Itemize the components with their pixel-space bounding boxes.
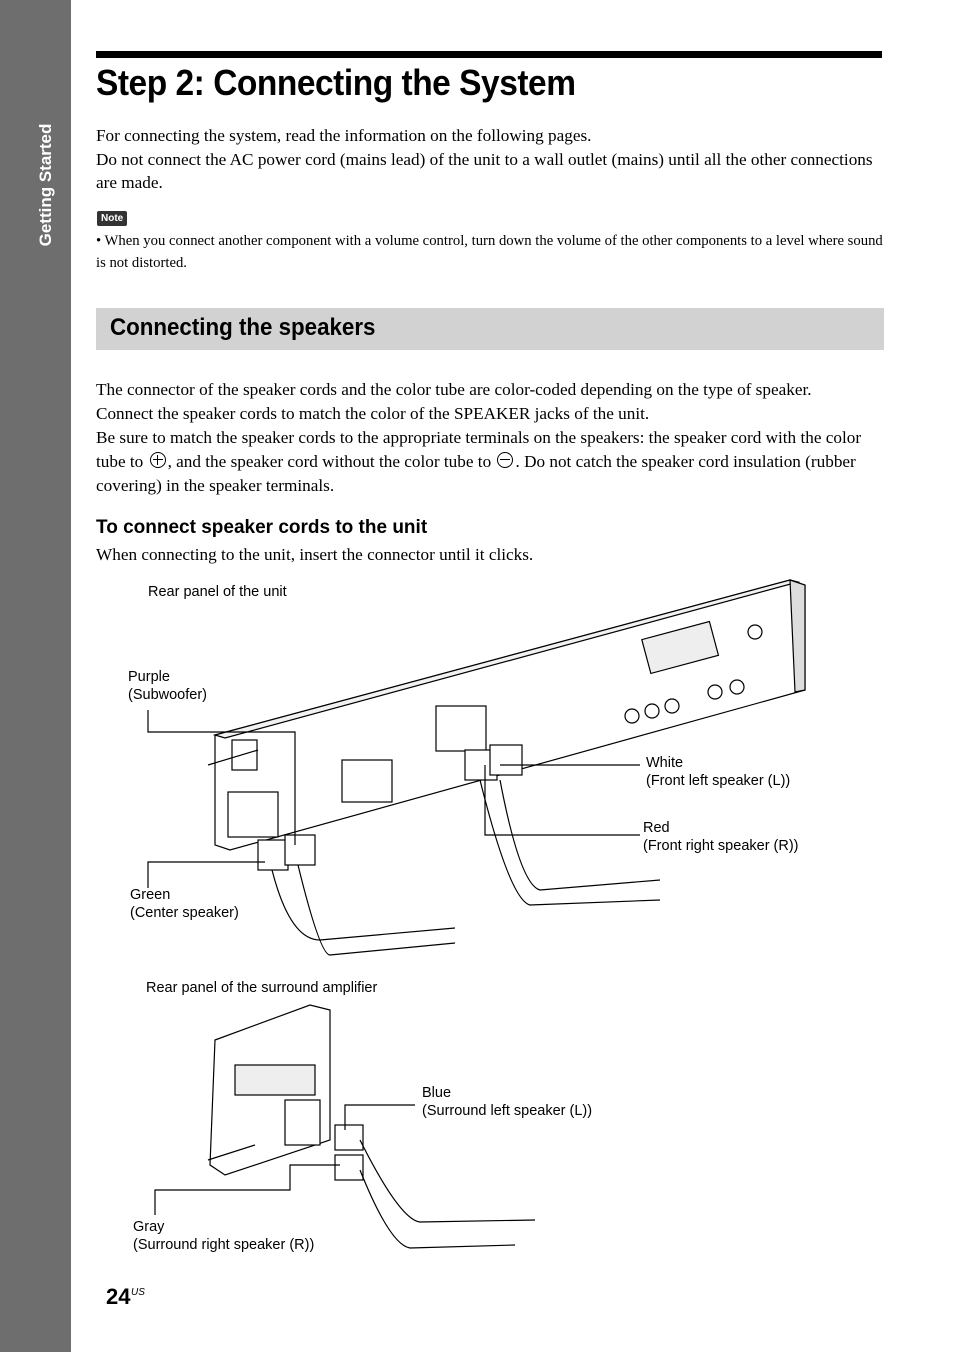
- label-red: [643, 819, 799, 855]
- unit-power-inlet: [232, 740, 257, 770]
- section-title: Connecting the speakers: [110, 314, 376, 341]
- blue-connector: [335, 1125, 363, 1150]
- amp-jack-block: [285, 1100, 320, 1145]
- intro-line-1: For connecting the system, read the information on the following pages.: [96, 126, 592, 145]
- body-para-3b: , and the speaker cord without the color tube to: [167, 452, 492, 471]
- label-purple-color: Purple: [128, 669, 170, 685]
- page-title: Step 2: Connecting the System: [96, 62, 576, 103]
- label-gray-color: Gray: [133, 1219, 165, 1235]
- red-cable-1: [480, 780, 660, 905]
- green-connector-2: [285, 835, 315, 865]
- sidebar-label: Getting Started: [36, 123, 55, 247]
- page-suffix: US: [131, 1287, 145, 1298]
- label-white: [646, 754, 790, 790]
- label-red-speaker: (Front right speaker (R)): [643, 838, 799, 854]
- blue-cable: [360, 1140, 535, 1222]
- body-para-3c: . Do not catch the speaker cord insulation (rubber covering) in the speaker terminals.: [96, 452, 856, 495]
- note-text: • When you connect another component with a volume control, turn down the volume of the other components to a level where sound is not distorted.: [96, 233, 883, 271]
- green-connector: [258, 840, 288, 870]
- subsection-text: When connecting to the unit, insert the connector until it clicks.: [96, 545, 534, 564]
- gray-leader: [155, 1165, 340, 1215]
- label-red-color: Red: [643, 820, 670, 836]
- body-para-1: The connector of the speaker cords and the color tube are color-coded depending on the type of speaker.: [96, 380, 812, 399]
- body-para-3a: Be sure to match the speaker cords to the appropriate terminals on the speakers: the speaker cord with the color tube to: [96, 428, 862, 471]
- unit-jack-block-1: [342, 760, 392, 802]
- page-number: 24: [106, 1284, 131, 1309]
- green-leader: [148, 862, 265, 888]
- unit-jack-block-2: [228, 792, 278, 837]
- label-green-speaker: (Center speaker): [130, 905, 239, 921]
- label-blue-speaker: (Surround left speaker (L)): [422, 1103, 593, 1119]
- intro-line-2: Do not connect the AC power cord (mains lead) of the unit to a wall outlet (mains) until all the other connections are made.: [96, 149, 873, 192]
- body-para-2: Connect the speaker cords to match the color of the SPEAKER jacks of the unit.: [96, 404, 650, 423]
- subsection-title: To connect speaker cords to the unit: [96, 517, 428, 538]
- label-rear-amp: Rear panel of the surround amplifier: [146, 980, 378, 996]
- green-cable-2: [298, 865, 455, 955]
- label-rear-unit: Rear panel of the unit: [148, 584, 287, 600]
- label-white-speaker: (Front left speaker (L)): [646, 773, 791, 789]
- gray-connector: [335, 1155, 363, 1180]
- white-connector: [490, 745, 522, 775]
- green-cable-1: [272, 870, 455, 940]
- unit-jack-block-3: [436, 706, 486, 751]
- label-green: [130, 886, 239, 922]
- label-green-color: Green: [130, 887, 171, 903]
- amp-slot: [235, 1065, 315, 1095]
- note-badge: Note: [97, 211, 127, 226]
- label-blue-color: Blue: [422, 1085, 452, 1101]
- label-purple: [128, 668, 207, 704]
- label-blue: [422, 1084, 592, 1120]
- label-white-color: White: [646, 755, 684, 771]
- label-gray: [133, 1218, 314, 1254]
- label-gray-speaker: (Surround right speaker (R)): [133, 1237, 315, 1253]
- label-purple-speaker: (Subwoofer): [128, 687, 207, 703]
